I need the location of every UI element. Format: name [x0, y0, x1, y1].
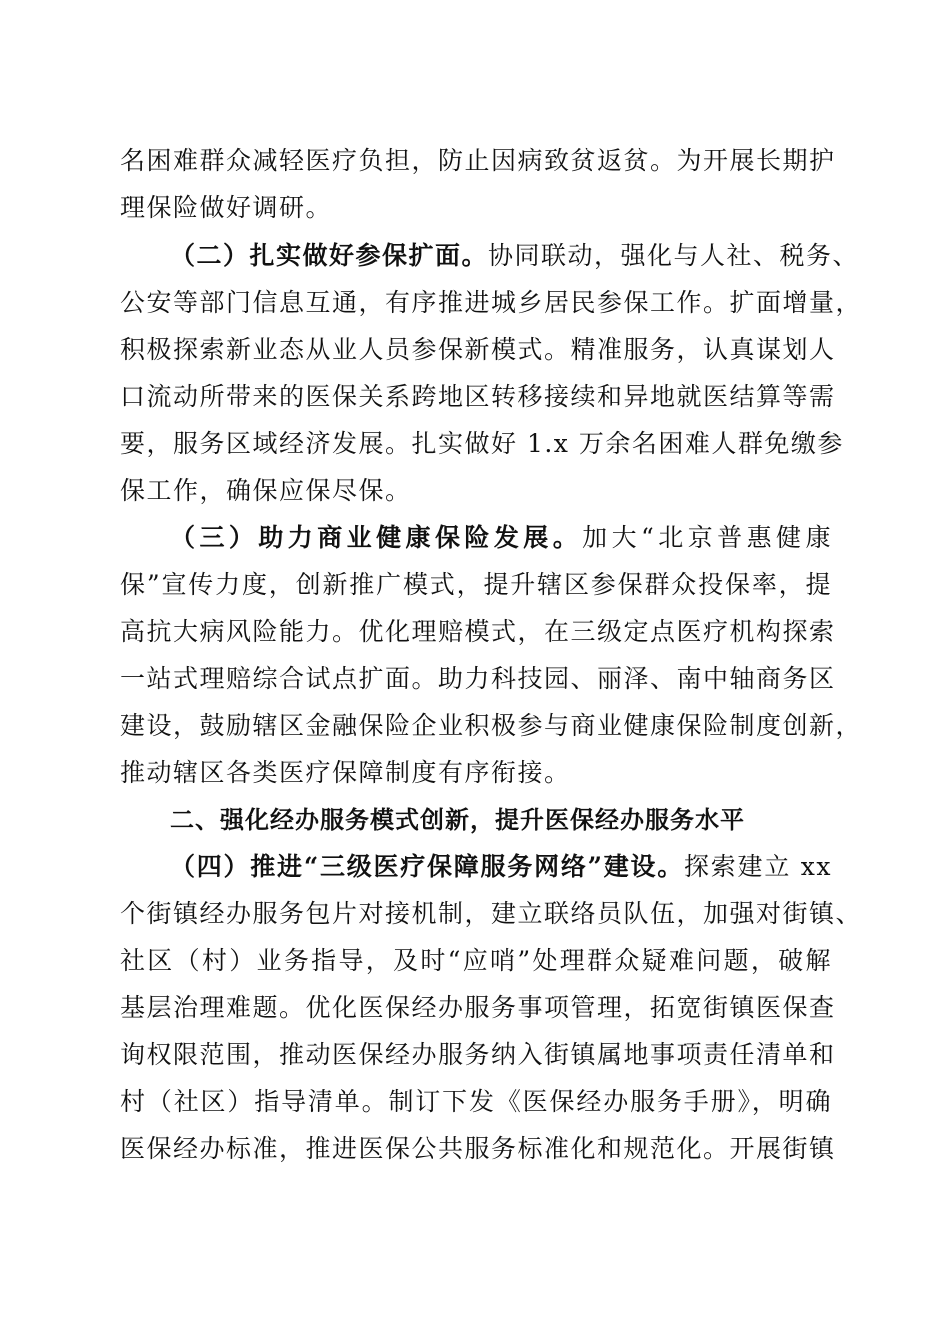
paragraph-4-line-3: 社区（村）业务指导，及时“应哨”处理群众疑难问题，破解	[120, 946, 832, 975]
paragraph-4-lead: （四）推进“三级医疗保障服务网络”建设。	[170, 852, 685, 881]
paragraph-2-line-2: 公安等部门信息互通，有序推进城乡居民参保工作。扩面增量，	[120, 288, 863, 317]
paragraph-2-line-4: 口流动所带来的医保关系跨地区转移接续和异地就医结算等需	[120, 382, 836, 411]
section-heading: 二、强化经办服务模式创新，提升医保经办服务水平	[170, 806, 745, 834]
paragraph-1-line-1: 名困难群众减轻医疗负担，防止因病致贫返贫。为开展长期护	[120, 146, 836, 175]
paragraph-3-line-4: 一站式理赔综合试点扩面。助力科技园、丽泽、南中轴商务区	[120, 664, 836, 693]
paragraph-4-line-1	[170, 852, 832, 882]
paragraph-4-line-4: 基层治理难题。优化医保经办服务事项管理，拓宽街镇医保查	[120, 993, 836, 1022]
paragraph-4-line-5: 询权限范围，推动医保经办服务纳入街镇属地事项责任清单和	[120, 1040, 836, 1069]
paragraph-3-line-5: 建设，鼓励辖区金融保险企业积极参与商业健康保险制度创新，	[120, 711, 863, 740]
paragraph-4-line-1-text: 探索建立 xx	[684, 852, 832, 881]
paragraph-4-line-7: 医保经办标准，推进医保公共服务标准化和规范化。开展街镇	[120, 1134, 836, 1163]
paragraph-4-line-6: 村（社区）指导清单。制订下发《医保经办服务手册》，明确	[120, 1087, 832, 1116]
paragraph-3-line-3: 高抗大病风险能力。优化理赔模式，在三级定点医疗机构探索	[120, 617, 836, 646]
paragraph-2-line-1	[170, 241, 860, 271]
paragraph-2-lead: （二）扎实做好参保扩面。	[170, 241, 489, 270]
paragraph-3-line-2: 保”宣传力度，创新推广模式，提升辖区参保群众投保率，提	[120, 570, 832, 599]
paragraph-3-lead: （三）助力商业健康保险发展。	[170, 523, 583, 552]
paragraph-3-line-1	[170, 523, 832, 553]
paragraph-2-line-6: 保工作，确保应保尽保。	[120, 476, 412, 505]
paragraph-3-line-6: 推动辖区各类医疗保障制度有序衔接。	[120, 758, 571, 787]
paragraph-4-line-2: 个街镇经办服务包片对接机制，建立联络员队伍，加强对街镇、	[120, 899, 863, 928]
paragraph-2-line-3: 积极探索新业态从业人员参保新模式。精准服务，认真谋划人	[120, 335, 836, 364]
paragraph-1-line-2: 理保险做好调研。	[120, 193, 333, 222]
paragraph-2-line-5: 要，服务区域经济发展。扎实做好 1.x 万余名困难人群免缴参	[120, 429, 844, 458]
paragraph-3-line-1-text: 加大“北京普惠健康	[582, 523, 832, 552]
paragraph-2-line-1-text: 协同联动，强化与人社、税务、	[488, 241, 860, 270]
